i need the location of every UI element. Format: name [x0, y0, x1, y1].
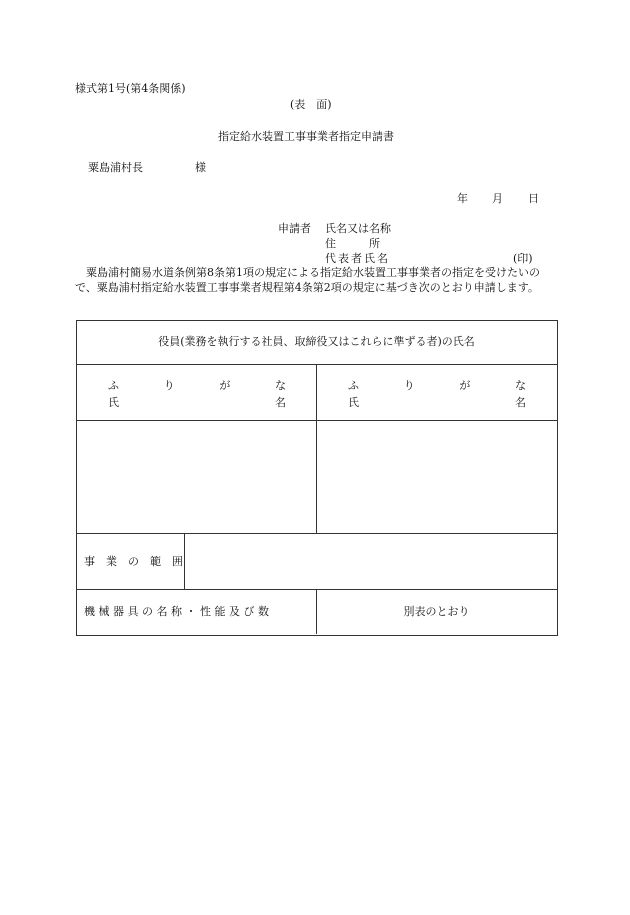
addressee-honorific: 様	[195, 161, 206, 174]
applicant-address-field: 住 所	[325, 237, 380, 250]
applicant-representative-field: 代表者氏名	[325, 252, 390, 265]
page-title: 指定給水装置工事事業者指定申請書	[218, 130, 394, 143]
equipment-label: 機 械 器 具 の 名 称 ・ 性 能 及 び 数	[84, 605, 269, 618]
name-char: 名	[515, 396, 526, 409]
form-side: (表 面)	[290, 98, 332, 111]
name-char: 氏	[348, 396, 359, 409]
furigana-char: ふ	[108, 379, 119, 392]
name-row-left	[108, 394, 286, 410]
date-day: 日	[528, 192, 539, 205]
name-char: 氏	[108, 396, 119, 409]
applicant-name-field: 氏名又は名称	[325, 222, 391, 235]
furigana-char: り	[163, 379, 175, 392]
seal-mark: (印)	[513, 252, 533, 265]
furigana-char: な	[274, 379, 286, 392]
furigana-char: が	[219, 379, 231, 392]
officer-names-right-input[interactable]	[317, 421, 556, 532]
furigana-row-right	[348, 377, 526, 393]
equipment-value: 別表のとおり	[403, 605, 470, 618]
business-scope-input[interactable]	[185, 534, 556, 588]
furigana-row-left	[108, 377, 286, 393]
form-number: 様式第1号(第4条関係)	[75, 82, 186, 95]
officer-names-left-input[interactable]	[77, 421, 315, 532]
officers-header: 役員(業務を執行する社員、取締役又はこれらに準ずる者)の氏名	[158, 335, 475, 348]
furigana-char: り	[403, 379, 415, 392]
furigana-char: が	[459, 379, 471, 392]
furigana-char: ふ	[348, 379, 359, 392]
business-scope-label: 事 業 の 範 囲	[84, 555, 183, 568]
name-row-right	[348, 394, 526, 410]
date-year: 年	[457, 192, 468, 205]
furigana-char: な	[514, 379, 526, 392]
name-char: 名	[275, 396, 286, 409]
applicant-label: 申請者	[278, 222, 311, 235]
application-body-text: 粟島浦村簡易水道条例第8条第1項の規定による指定給水装置工事事業者の指定を受けたいので、粟島浦村指定給水装置工事事業者規程第4条第2項の規定に基づき次のとおり申請します。	[75, 266, 540, 294]
date-month: 月	[492, 192, 503, 205]
addressee-name: 粟島浦村長	[88, 161, 143, 174]
